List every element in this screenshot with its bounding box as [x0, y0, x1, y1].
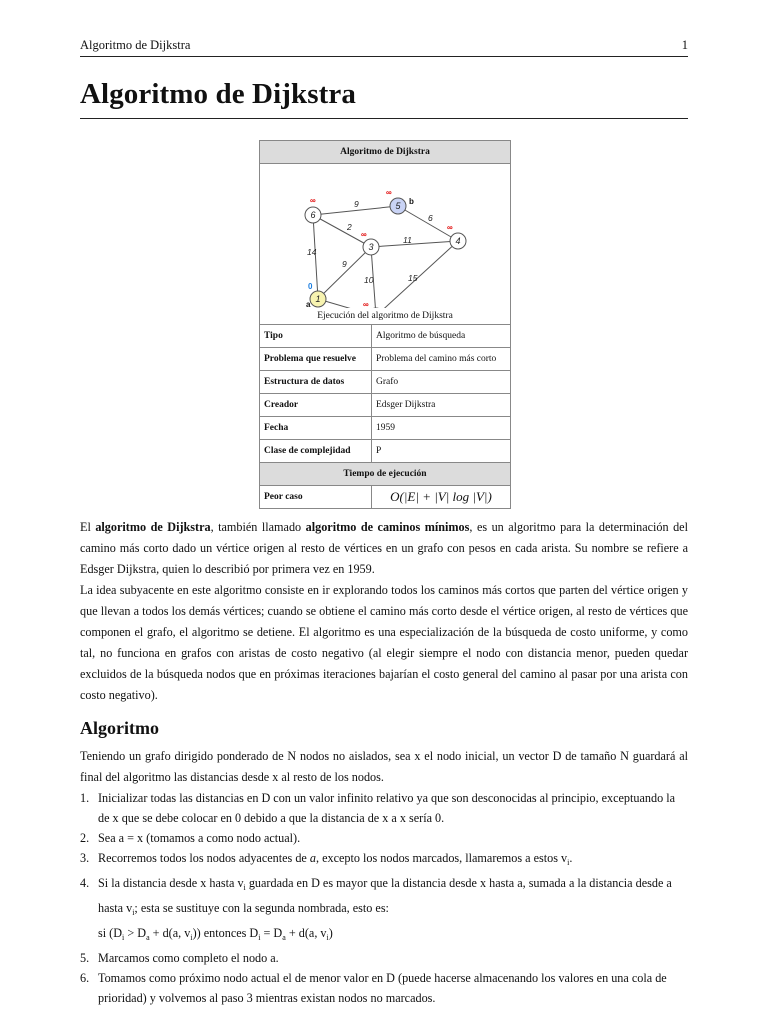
formula-sub: i: [258, 933, 261, 942]
formula-part: si (D: [98, 926, 123, 940]
page-title: Algoritmo de Dijkstra: [80, 78, 356, 110]
step-text: Si la distancia desde x hasta v: [98, 876, 244, 890]
infinity-5: ∞: [386, 188, 392, 197]
zero-1: 0: [308, 282, 313, 291]
formula-sub: i: [190, 933, 193, 942]
p1-text-2: , también llamado: [210, 520, 306, 534]
infobox-value-fecha: 1959: [372, 417, 511, 440]
step-item: [80, 848, 688, 873]
infobox-row: [260, 348, 510, 371]
step-number: 4.: [80, 876, 90, 890]
edge-3-4: [371, 241, 458, 247]
step-sub: i: [243, 883, 246, 892]
formula-part: )) entonces D: [192, 926, 259, 940]
algorithm-intro: Teniendo un grafo dirigido ponderado de N nodos no aislados, sea x el nodo inicial, un vector D de tamaño N guardará al final del algoritmo las distancias desde x al resto de los nodos.: [80, 749, 688, 784]
infobox-row: [260, 486, 510, 509]
formula-sub: i: [122, 933, 125, 942]
infinity-6: ∞: [310, 196, 316, 205]
step-item: [80, 968, 688, 1008]
formula-sub: i: [326, 933, 329, 942]
step-number: 6.: [80, 971, 90, 985]
step-number: 2.: [80, 831, 90, 845]
p1-bold-term-1: algoritmo de Dijkstra: [95, 520, 211, 534]
idea-paragraph: La idea subyacente en este algoritmo consiste en ir explorando todos los caminos más cortos que parten del vértice origen y que llevan a todos los demás vértices; cuando se obtiene el camino más corto desde el vértice origen, al resto de vértices que componen el grafo, el algoritmo se detiene. El algoritmo es una especialización de la búsqueda de costo uniforme, y como tal, no funciona en grafos con aristas de costo negativo (al elegir siempre el nodo con distancia menor, pueden quedar excluidos de la búsqueda nodos que en próximas iteraciones bajarían el costo general del camino al pasar por una arista con costo negativo).: [80, 583, 688, 702]
node-label-4: 4: [455, 236, 461, 246]
formula-part: ): [328, 926, 333, 940]
p1-text-3: , es un algoritmo para la determinación del camino más corto dado un vértice origen al resto de vértices en un grafo con pesos en cada arista. Su nombre se refiere a Edsger Dijkstra, quien lo describió por primera vez en 1959.: [80, 520, 688, 576]
weight-1-3: 9: [342, 259, 347, 269]
weight-5-4: 6: [428, 213, 433, 223]
running-title: Algoritmo de Dijkstra: [80, 38, 191, 52]
node-label-1: 1: [315, 294, 321, 304]
weight-6-5: 9: [354, 199, 359, 209]
title-rule: [80, 118, 688, 119]
infobox-value-clase: P: [372, 440, 511, 463]
step-item: [80, 788, 688, 828]
infobox-row: [260, 417, 510, 440]
infobox-value-problema: Problema del camino más corto: [372, 348, 511, 371]
weight-3-4: 11: [403, 235, 412, 245]
infobox-value-tipo: Algoritmo de búsqueda: [372, 325, 511, 348]
infinity-4: ∞: [447, 223, 453, 232]
node-label-3: 3: [368, 242, 374, 252]
step-item: [80, 948, 688, 968]
step-item: [80, 828, 688, 848]
formula-part: > D: [124, 926, 147, 940]
infobox-label-fecha: Fecha: [260, 417, 372, 440]
page-number: 1: [681, 38, 688, 52]
step-text: .: [569, 851, 573, 865]
p1-text-1: El: [80, 520, 96, 534]
infobox-row: [260, 394, 510, 417]
step-formula: [98, 926, 333, 940]
formula-sub: a: [146, 933, 150, 942]
infobox-value-creador: Edsger Dijkstra: [372, 394, 511, 417]
weight-6-3: 2: [347, 222, 352, 232]
step-number: 5.: [80, 951, 90, 965]
step-number: 3.: [80, 851, 90, 865]
step-sub: i: [567, 858, 570, 867]
step-text: Marcamos como completo el nodo a.: [98, 951, 279, 965]
formula-part: = D: [260, 926, 283, 940]
step-text: Sea a = x (tomamos a como nodo actual).: [98, 831, 301, 845]
infinity-2: ∞: [363, 300, 369, 308]
p1-bold-term-2: algoritmo de caminos mínimos: [305, 520, 470, 534]
node-b-label: b: [409, 197, 414, 206]
infobox-row: [260, 325, 510, 348]
weight-6-1: 14: [307, 247, 317, 257]
infobox-value-estructura: Grafo: [372, 371, 511, 394]
infobox-row: [260, 371, 510, 394]
dijkstra-graph: [260, 164, 508, 308]
step-text: guardada en D es mayor que la distancia desde x hasta a, sumada a la distancia desde a hasta v: [98, 876, 672, 915]
formula-part: + d(a, v: [149, 926, 191, 940]
step-text: Recorremos todos los nodos adyacentes de: [98, 851, 310, 865]
infobox-heading: Algoritmo de Dijkstra: [260, 141, 510, 164]
infobox-table: [260, 324, 510, 508]
edge-1-3: [318, 247, 371, 299]
figure-caption: Ejecución del algoritmo de Dijkstra: [260, 308, 510, 324]
infobox-label-creador: Creador: [260, 394, 372, 417]
graph-figure: [260, 164, 510, 308]
step-text: ; esta se sustituye con la segunda nombrada, esto es:: [134, 901, 389, 915]
infobox-label-tipo: Tipo: [260, 325, 372, 348]
formula-sub: a: [282, 933, 286, 942]
step-item: [80, 873, 688, 948]
infobox-label-estructura: Estructura de datos: [260, 371, 372, 394]
infobox: [259, 140, 511, 509]
step-text: Tomamos como próximo nodo actual el de menor valor en D (puede hacerse almacenando los valores en una cola de prioridad) y volvemos al paso 3 mientras existan nodos no marcados.: [98, 971, 667, 1005]
running-header: [80, 36, 688, 57]
algorithm-steps: [80, 788, 688, 1008]
node-label-6: 6: [310, 210, 316, 220]
step-sub: i: [132, 908, 135, 917]
infobox-label-problema: Problema que resuelve: [260, 348, 372, 371]
infobox-row: [260, 440, 510, 463]
infinity-3: ∞: [361, 230, 367, 239]
edge-6-1: [313, 215, 318, 299]
formula-part: + d(a, v: [285, 926, 327, 940]
section-heading-algoritmo: Algoritmo: [80, 718, 159, 738]
node-label-5: 5: [395, 201, 401, 211]
step-text: , excepto los nodos marcados, llamaremos a estos v: [315, 851, 568, 865]
infobox-section-heading: Tiempo de ejecución: [260, 463, 510, 486]
weight-3-2: 10: [364, 275, 374, 285]
step-text: Inicializar todas las distancias en D con un valor infinito relativo ya que son desconocidas al principio, exceptuando la de x que se debe colocar en 0 debido a que la distancia de x a x sería 0.: [98, 791, 676, 825]
infobox-value-peor-caso: O(|E| + |V| log |V|): [372, 486, 511, 509]
step-number: 1.: [80, 791, 90, 805]
node-a-label: a: [306, 300, 311, 308]
infobox-section-row: [260, 463, 510, 486]
intro-paragraph: [80, 517, 688, 580]
infobox-label-clase: Clase de complejidad: [260, 440, 372, 463]
infobox-label-peor-caso: Peor caso: [260, 486, 372, 509]
weight-2-4: 15: [408, 273, 418, 283]
step-var: a: [309, 851, 316, 865]
